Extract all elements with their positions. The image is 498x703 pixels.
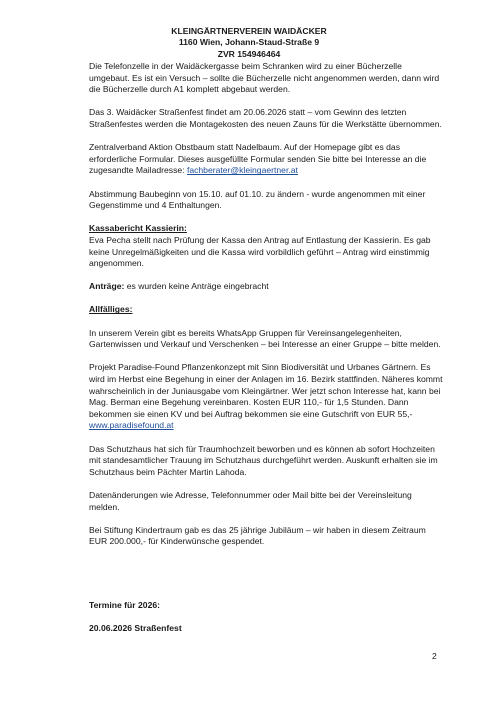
fachberater-email-link[interactable]: fachberater@kleingaertner.at (186, 165, 298, 176)
document-body (89, 61, 444, 646)
heading-termine: Termine für 2026: (89, 599, 161, 610)
heading-allfaelliges: Allfälliges: (89, 304, 133, 315)
page-number: 2 (432, 651, 437, 661)
paragraph-telefonzelle: Die Telefonzelle in der Waidäckergasse beim Schranken wird zu einer Bücherzelle umgebaut. Es ist ein Versuch – sollte die Bücherzelle nicht angenommen werden, dann wird die Bücherzelle durch A1 komplett abgebaut werden. (89, 61, 440, 95)
letterhead (0, 26, 498, 60)
antraege-label: Anträge: (89, 281, 125, 292)
paragraph-whatsapp: In unserem Verein gibt es bereits WhatsApp Gruppen für Vereinsangelegenheiten, Gartenwissen und Verkauf und Verschenken – bei Interesse an einer Gruppe – bitte melden. (89, 327, 441, 350)
paragraph-antraege (89, 281, 444, 293)
paradisefound-link[interactable]: www.paradisefound.at (89, 420, 174, 431)
club-registration: ZVR 154946464 (217, 48, 281, 59)
paragraph-datenaenderungen: Datenänderungen wie Adresse, Telefonnummer oder Mail bitte bei der Vereinsleitung melden. (89, 489, 412, 512)
paradise-text: Projekt Paradise-Found Pflanzenkonzept mit Sinn Biodiversität und Urbanes Gärtnern. Es wird im Herbst eine Begehung in einer der Anlagen im 16. Bezirk stattfinden. Näheres kommt wahrscheinlich in der Juniausgabe vom Kleingärtner. Wer jetzt schon Interesse hat, kann bei Mag. Berman eine Begehung vereinbaren. Kosten EUR 110,- für 1,5 Stunden. Dann bekommen sie einen KV und bei Auftrag bekommen sie eine Gutschrift von EUR 55,- (89, 362, 443, 419)
paragraph-kassabericht: Eva Pecha stellt nach Prüfung der Kassa den Antrag auf Entlastung der Kassierin. Es gab keine Unregelmäßigkeiten und die Kassa wird vorbildlich geführt – Antrag wird einstimmig angenommen. (89, 234, 431, 269)
paragraph-obstbaum (89, 142, 444, 177)
paragraph-kindertraum: Bei Stiftung Kindertraum gab es das 25 jährige Jubiläum – wir haben in diesem Zeitraum EUR 200.000,- für Kinderwünsche gespendet. (89, 524, 426, 547)
paragraph-abstimmung: Abstimmung Baubeginn von 15.10. auf 01.10. zu ändern - wurde angenommen mit einer Gegenstimme und 4 Enthaltungen. (89, 188, 426, 211)
paragraph-schutzhaus: Das Schutzhaus hat sich für Traumhochzeit beworben und es können ab sofort Hochzeiten mit standesamtlicher Trauung im Schutzhaus durchgeführt werden. Auskunft erhalten sie im Schutzhaus beim Pächter Martin Lahoda. (89, 443, 438, 477)
club-name: KLEINGÄRTNERVEREIN WAIDÄCKER (171, 26, 327, 36)
paragraph-paradise-found (89, 362, 444, 432)
vertical-spacer (89, 560, 444, 594)
paragraph-strassenfest: Das 3. Waidäcker Straßenfest findet am 20.06.2026 statt – vom Gewinn des letzten Straßenfestes werden die Montagekosten des neuen Zauns für die Werkstätte übernommen. (89, 107, 442, 129)
club-address: 1160 Wien, Johann-Staud-Straße 9 (178, 37, 320, 48)
obstbaum-text: Zentralverband Aktion Obstbaum statt Nadelbaum. Auf der Homepage gibt es das erforderliche Formular. Dieses ausgefüllte Formular senden Sie bitte bei Interesse an die zugesandte Mailadresse: (89, 142, 427, 176)
heading-kassabericht: Kassabericht Kassierin: (89, 223, 187, 234)
antraege-text: es wurden keine Anträge eingebracht (124, 281, 269, 292)
termine-item: 20.06.2026 Straßenfest (89, 622, 182, 633)
